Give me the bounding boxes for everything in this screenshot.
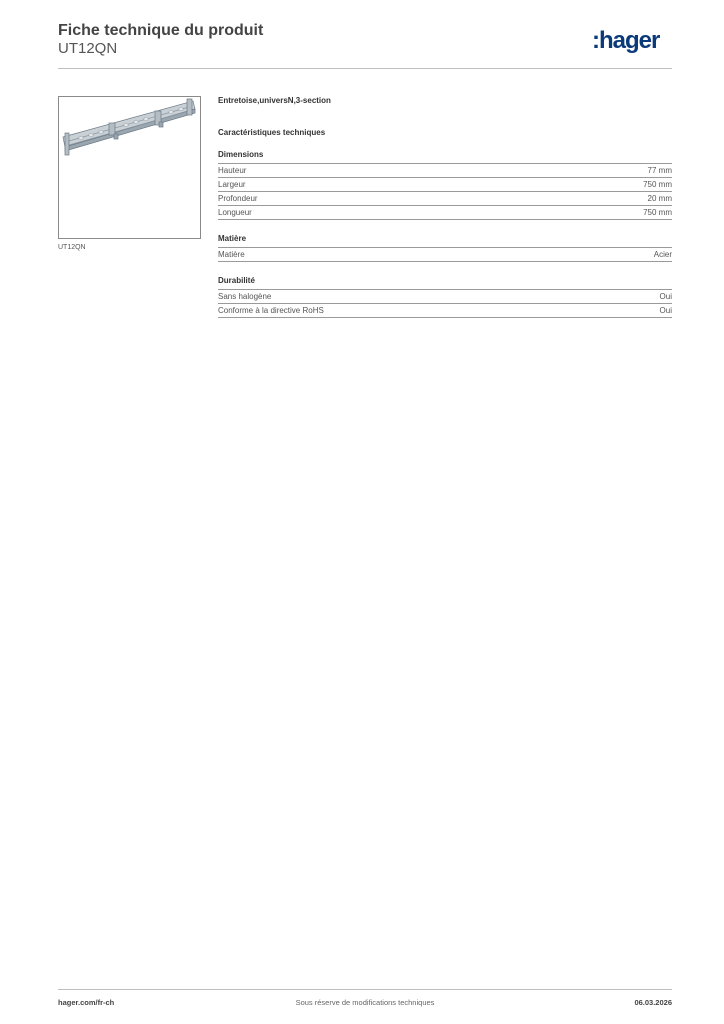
- spec-label: Longueur: [218, 208, 252, 217]
- spec-label: Largeur: [218, 180, 246, 189]
- footer-divider: [58, 989, 672, 990]
- spec-value: 20 mm: [647, 194, 672, 203]
- spec-row: [218, 290, 672, 304]
- spec-value: Oui: [659, 306, 672, 315]
- spec-label: Sans halogène: [218, 292, 272, 301]
- spec-row: [218, 248, 672, 262]
- spec-label: Matière: [218, 250, 245, 259]
- hager-logo-text: :hager: [592, 27, 660, 54]
- document-title: Fiche technique du produit: [58, 22, 264, 39]
- spec-value: Acier: [653, 250, 672, 259]
- spec-row: [218, 192, 672, 206]
- spec-row: [218, 178, 672, 192]
- spec-row: [218, 304, 672, 318]
- product-code: UT12QN: [58, 40, 118, 57]
- footer-notice: Sous réserve de modifications techniques: [295, 998, 435, 1007]
- spec-row: [218, 206, 672, 220]
- steel-spacer-bar-image: [59, 97, 200, 238]
- header-divider: [58, 68, 672, 69]
- spec-value: Oui: [659, 292, 672, 301]
- technical-characteristics-title: Caractéristiques techniques: [218, 128, 326, 137]
- spec-label: Conforme à la directive RoHS: [218, 306, 324, 315]
- section-title-durability: Durabilité: [218, 276, 672, 290]
- product-image-caption: UT12QN: [58, 244, 86, 251]
- section-title-material: Matière: [218, 234, 672, 248]
- spec-value: 750 mm: [643, 208, 672, 217]
- spec-label: Profondeur: [218, 194, 258, 203]
- section-title-dimensions: Dimensions: [218, 150, 672, 164]
- page-header: [58, 22, 672, 58]
- hager-logo: [592, 26, 672, 56]
- footer-website: hager.com/fr-ch: [58, 998, 115, 1007]
- spec-row: [218, 164, 672, 178]
- product-name: Entretoise,universN,3-section: [218, 96, 331, 105]
- product-image-frame: [58, 96, 201, 239]
- spec-label: Hauteur: [218, 166, 247, 175]
- spec-value: 750 mm: [643, 180, 672, 189]
- spec-value: 77 mm: [647, 166, 672, 175]
- footer-date: 06.03.2026: [634, 998, 672, 1007]
- technical-content: [218, 96, 672, 318]
